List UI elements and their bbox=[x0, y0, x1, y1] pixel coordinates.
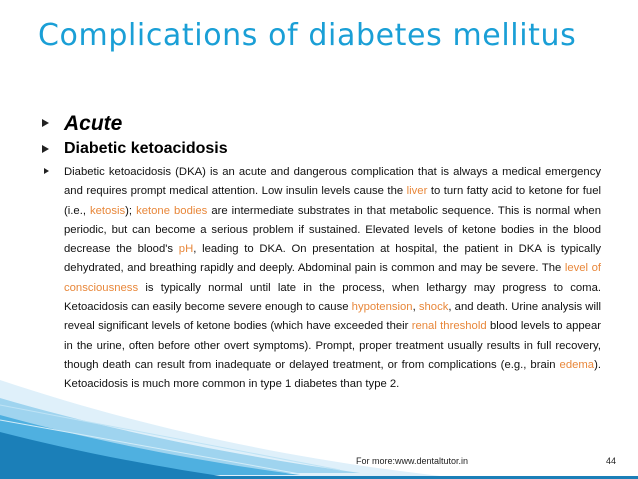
paragraph-text: Diabetic ketoacidosis (DKA) is an acute and dangerous complication that is always a medical emergency and requires prompt medical attention. Low insulin levels cause the bbox=[64, 166, 601, 198]
paragraph-text: , bbox=[412, 301, 419, 314]
term-link[interactable]: ketosis bbox=[89, 204, 126, 217]
term-link[interactable]: shock bbox=[418, 301, 449, 314]
term-link[interactable]: pH bbox=[178, 243, 194, 256]
bullet-arrow-icon bbox=[42, 119, 49, 127]
term-link[interactable]: level of consciousness bbox=[64, 262, 602, 294]
bullet-arrow-icon bbox=[42, 145, 49, 153]
paragraph-text: are intermediate substrates in that metabolic sequence. This is normal when periodic, but can become a serious problem if sustained. Elevated levels of ketone bodies in the blood decrease the blood's bbox=[64, 204, 601, 256]
paragraph-text: ); bbox=[125, 204, 137, 217]
paragraph-text: to turn fatty acid to ketone for fuel (i.e., bbox=[64, 185, 601, 217]
dka-subheading: Diabetic ketoacidosis bbox=[64, 140, 228, 157]
slide-title: Complications of diabetes mellitus bbox=[38, 18, 577, 53]
dka-paragraph bbox=[64, 163, 601, 395]
bullet-arrow-icon bbox=[44, 168, 49, 174]
footer-source: For more:www.dentaltutor.in bbox=[356, 456, 469, 466]
paragraph-text: , leading to DKA. On presentation at hospital, the patient in DKA is typically dehydrated, and breathing rapidly and deeply. Abdominal pain is common and may be severe. The bbox=[64, 243, 602, 275]
paragraph-text: blood levels to appear in the urine, often before other overt symptoms). Prompt, proper treatment usually results in full recovery, though death can result from inadequate or delayed treatment, or from complications (e.g., brain bbox=[64, 320, 601, 371]
term-link[interactable]: renal threshold bbox=[411, 320, 487, 333]
acute-heading: Acute bbox=[64, 112, 123, 135]
term-link[interactable]: ketone bodies bbox=[136, 204, 208, 217]
paragraph-text: , and death. Urine analysis will reveal significant levels of ketone bodies (which have exceeded their bbox=[64, 301, 601, 333]
term-link[interactable]: edema bbox=[559, 358, 595, 371]
term-link[interactable]: hypotension bbox=[351, 301, 413, 314]
paragraph-text: is typically normal until late in the process, when lethargy may progress to coma. Ketoacidosis can easily become severe enough to cause bbox=[64, 281, 601, 314]
term-link[interactable]: liver bbox=[406, 185, 428, 198]
page-number: 44 bbox=[606, 456, 617, 466]
paragraph-text: ). Ketoacidosis is much more common in type 1 diabetes than type 2. bbox=[64, 358, 601, 391]
